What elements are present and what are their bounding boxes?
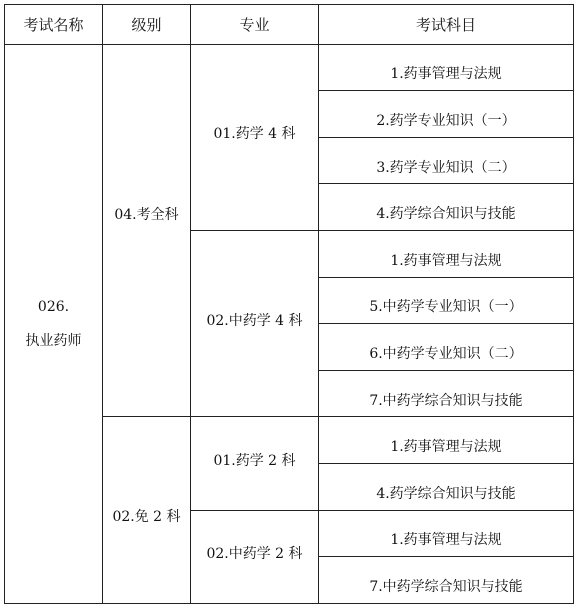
major-cell <box>191 417 319 510</box>
exam-code: 026. <box>37 298 70 315</box>
subject-cell: 3.药学专业知识（二） <box>319 137 574 184</box>
exam-name-cell <box>5 44 103 603</box>
subject-cell: 2.药学专业知识（一） <box>319 91 574 138</box>
subject-cell: 7.中药学综合知识与技能 <box>319 370 574 417</box>
major-cell <box>191 510 319 603</box>
level-label: 02.免 2 科 <box>112 509 181 526</box>
level-cell-exempt <box>103 417 191 604</box>
level-label: 04.考全科 <box>114 207 179 224</box>
subject-cell: 4.药学综合知识与技能 <box>319 184 574 231</box>
major-cell <box>191 44 319 230</box>
subject-cell: 1.药事管理与法规 <box>319 510 574 557</box>
subject-cell: 5.中药学专业知识（一） <box>319 277 574 324</box>
header-level: 级别 <box>103 5 191 45</box>
header-exam-name: 考试名称 <box>5 5 103 45</box>
major-label: 02.中药学 4 科 <box>206 312 303 329</box>
header-subjects: 考试科目 <box>319 5 574 45</box>
subject-cell: 6.中药学专业知识（二） <box>319 324 574 371</box>
major-label: 01.药学 4 科 <box>213 126 296 143</box>
subject-cell: 1.药事管理与法规 <box>319 417 574 464</box>
major-cell <box>191 230 319 416</box>
major-label: 02.中药学 2 科 <box>206 545 303 562</box>
level-cell-full <box>103 44 191 417</box>
subject-cell: 1.药事管理与法规 <box>319 230 574 277</box>
subject-cell: 7.中药学综合知识与技能 <box>319 557 574 604</box>
subject-cell: 1.药事管理与法规 <box>319 44 574 91</box>
major-label: 01.药学 2 科 <box>213 452 296 469</box>
header-major: 专业 <box>191 5 319 45</box>
table-header-row <box>5 5 574 45</box>
subject-cell: 4.药学综合知识与技能 <box>319 464 574 511</box>
exam-subjects-table <box>4 4 574 604</box>
exam-name: 执业药师 <box>25 332 82 349</box>
table-row <box>5 44 574 91</box>
